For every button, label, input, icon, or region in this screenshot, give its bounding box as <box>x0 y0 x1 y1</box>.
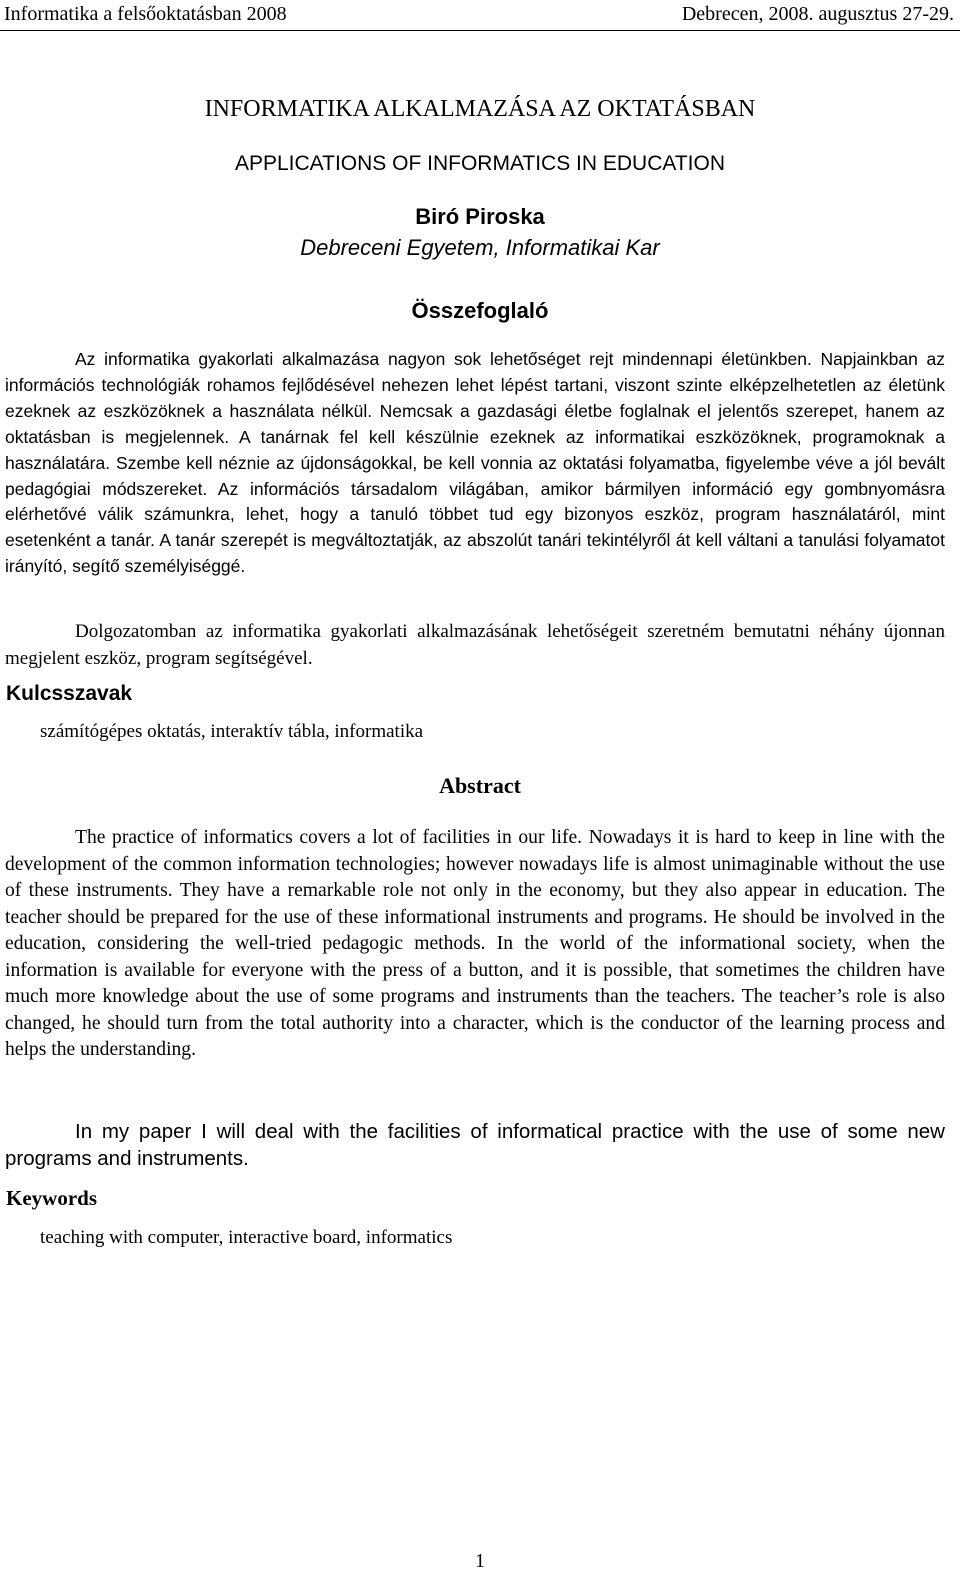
abstract-paragraph-1: The practice of informatics covers a lot of facilities in our life. Nowadays it is hard to keep in line with the development of the common information technologies; however nowadays life is almost unimaginable without the use of these instruments. They have a remarkable role not only in the economy, but they also appear in education. The teacher should be prepared for the use of these informational instruments and programs. He should be involved in the education, considering the well-tried pedagogic methods. In the world of the informational society, when the information is available for everyone with the press of a button, and it is possible, that sometimes the children have much more knowledge about the use of some programs and instruments than the teachers. The teacher’s role is also changed, he should turn from the total authority into a character, which is the conductor of the learning process and helps the understanding. <box>5 827 945 1060</box>
author-affiliation: Debreceni Egyetem, Informatikai Kar <box>300 235 660 260</box>
summary-paragraph-2: Dolgozatomban az informatika gyakorlati alkalmazásának lehetőségeit szeretném bemutatni néhány újonnan megjelent eszköz, program segítségével. <box>5 621 945 669</box>
page-number: 1 <box>475 1550 485 1572</box>
header-conference: Informatika a felsőoktatásban 2008 <box>4 3 287 25</box>
running-header <box>0 0 960 31</box>
paper-subtitle: APPLICATIONS OF INFORMATICS IN EDUCATION <box>234 152 726 175</box>
header-place-date: Debrecen, 2008. augusztus 27-29. <box>681 3 954 25</box>
paper-title: INFORMATIKA ALKALMAZÁSA AZ OKTATÁSBAN <box>204 96 756 122</box>
keywords-en-text: teaching with computer, interactive board, informatics <box>40 1227 453 1248</box>
summary-heading: Összefoglaló <box>411 298 549 323</box>
author-name: Biró Piroska <box>415 204 545 229</box>
summary-paragraph-1: Az informatika gyakorlati alkalmazása nagyon sok lehetőséget rejt mindennapi életünkben. Napjainkban az információs technológiák rohamos fejlődésével nehezen lehet lépést tartani, viszont szinte elképzelhetetlen az életünk ezeknek az eszközöknek a használata nélkül. Nemcsak a gazdasági életbe foglalnak el jelentős szerepet, hanem az oktatásban is megjelennek. A tanárnak fel kell készülnie ezeknek az informatikai eszközöknek, programoknak a használatára. Szembe kell néznie az újdonságokkal, be kell vonnia az oktatási folyamatba, figyelembe véve a jól bevált pedagógiai módszereket. Az információs társadalom világában, amikor bármilyen információ egy gombnyomásra elérhetővé válik számunkra, lehet, hogy a tanuló többet tud egy bizonyos eszköz, program használatáról, mint esetenként a tanár. A tanár szerepét is megváltoztatják, az abszolút tanári tekintélyről át kell váltani a tanulási folyamatot irányító, segítő személyiséggé. <box>5 349 945 577</box>
abstract-heading: Abstract <box>439 773 521 798</box>
keywords-en-heading: Keywords <box>6 1186 97 1210</box>
abstract-paragraph-2: In my paper I will deal with the facilities of informatical practice with the use of some new programs and instruments. <box>5 1120 945 1170</box>
keywords-hu-text: számítógépes oktatás, interaktív tábla, informatika <box>40 721 424 742</box>
keywords-hu-heading: Kulcsszavak <box>6 682 133 705</box>
